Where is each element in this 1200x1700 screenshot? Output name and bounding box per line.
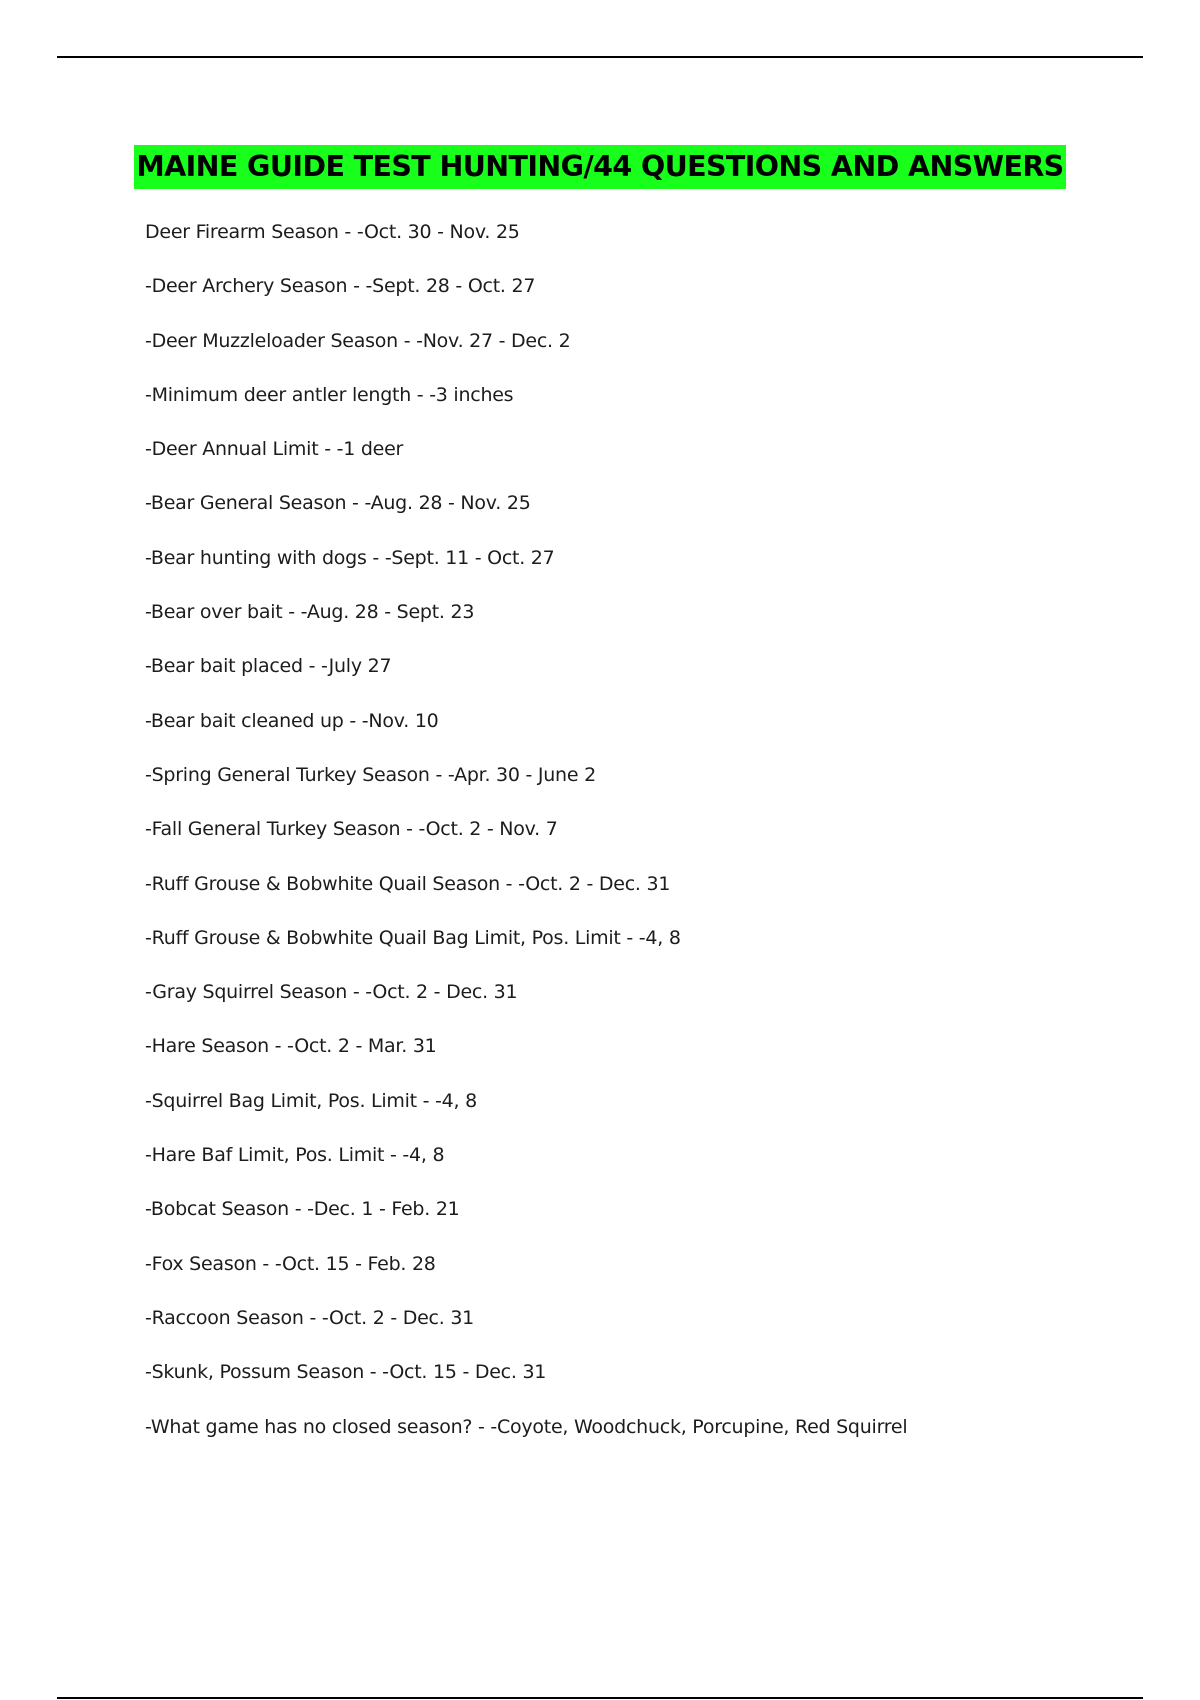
title-container [0, 145, 1200, 189]
qa-item: -Bobcat Season - -Dec. 1 - Feb. 21 [145, 1198, 460, 1221]
qa-item: -Raccoon Season - -Oct. 2 - Dec. 31 [145, 1306, 475, 1329]
qa-item: -Fox Season - -Oct. 15 - Feb. 28 [145, 1252, 436, 1275]
qa-item: -Bear hunting with dogs - -Sept. 11 - Oct. 27 [145, 546, 555, 569]
qa-item: Deer Firearm Season - -Oct. 30 - Nov. 25 [145, 221, 520, 243]
qa-item: -Deer Muzzleloader Season - -Nov. 27 - Dec. 2 [145, 329, 571, 352]
bottom-divider [57, 1697, 1143, 1699]
qa-item: -Hare Baf Limit, Pos. Limit - -4, 8 [145, 1144, 445, 1167]
qa-item: -Fall General Turkey Season - -Oct. 2 - Nov. 7 [145, 818, 558, 841]
qa-item: -Bear bait cleaned up - -Nov. 10 [145, 709, 439, 732]
top-divider [57, 56, 1143, 58]
qa-item: -Bear General Season - -Aug. 28 - Nov. 25 [145, 492, 531, 515]
qa-item: -Ruff Grouse & Bobwhite Quail Season - -Oct. 2 - Dec. 31 [145, 872, 671, 895]
qa-list [145, 218, 907, 1467]
qa-item: -Deer Archery Season - -Sept. 28 - Oct. 27 [145, 275, 536, 298]
document-title: MAINE GUIDE TEST HUNTING/44 QUESTIONS AND ANSWERS [134, 145, 1065, 189]
qa-item: -Spring General Turkey Season - -Apr. 30 - June 2 [145, 763, 596, 786]
qa-item: -Bear over bait - -Aug. 28 - Sept. 23 [145, 601, 475, 624]
qa-item: -Ruff Grouse & Bobwhite Quail Bag Limit, Pos. Limit - -4, 8 [145, 926, 681, 949]
qa-item: -Hare Season - -Oct. 2 - Mar. 31 [145, 1035, 437, 1058]
qa-item: -Bear bait placed - -July 27 [145, 655, 392, 678]
qa-item: -Deer Annual Limit - -1 deer [145, 438, 404, 461]
qa-item: -Gray Squirrel Season - -Oct. 2 - Dec. 31 [145, 981, 518, 1004]
qa-item: -What game has no closed season? - -Coyote, Woodchuck, Porcupine, Red Squirrel [145, 1415, 908, 1438]
qa-item: -Minimum deer antler length - -3 inches [145, 383, 514, 406]
qa-item: -Skunk, Possum Season - -Oct. 15 - Dec. 31 [145, 1361, 547, 1384]
qa-item: -Squirrel Bag Limit, Pos. Limit - -4, 8 [145, 1089, 477, 1112]
